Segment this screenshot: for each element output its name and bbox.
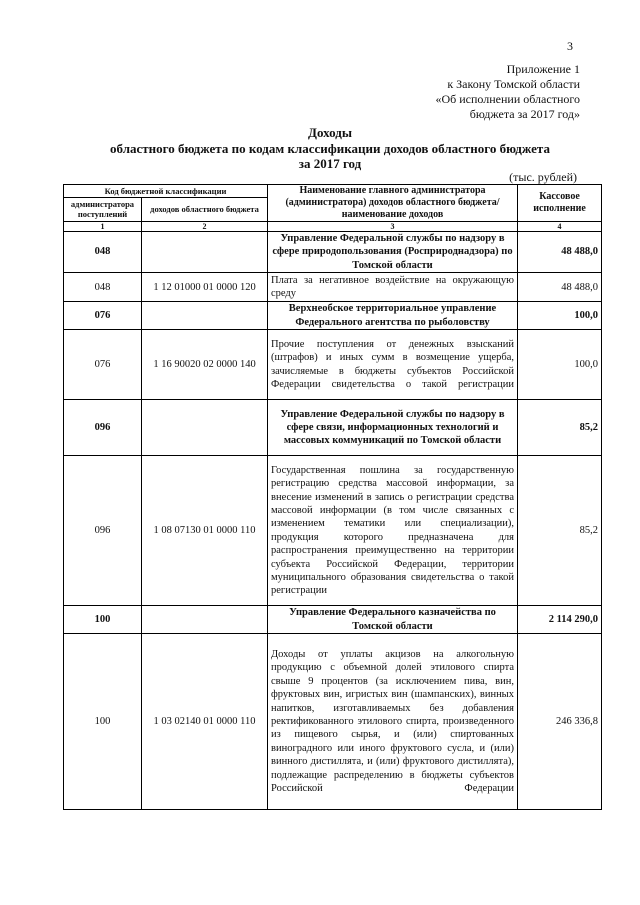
income-code — [142, 232, 268, 273]
admin-code: 096 — [64, 400, 142, 456]
income-code: 1 12 01000 01 0000 120 — [142, 273, 268, 302]
admin-code: 076 — [64, 330, 142, 400]
admin-code: 100 — [64, 606, 142, 634]
income-code: 1 16 90020 02 0000 140 — [142, 330, 268, 400]
table-row — [64, 232, 602, 273]
admin-code: 048 — [64, 273, 142, 302]
header-admin: администратора поступлений — [64, 197, 142, 221]
header-name: Наименование главного администратора (администратора) доходов областного бюджета/ наименование доходов — [268, 185, 518, 222]
income-name: Управление Федерального казначейства по Томской области — [268, 606, 518, 634]
amount: 85,2 — [518, 456, 602, 606]
title-line: за 2017 год — [298, 156, 362, 171]
amount: 100,0 — [518, 330, 602, 400]
table-row — [64, 400, 602, 456]
appendix-line: «Об исполнении областного — [435, 92, 580, 106]
appendix-line: к Закону Томской области — [447, 77, 580, 91]
income-name: Верхнеобское территориальное управление Федерального агентства по рыболовству — [268, 302, 518, 330]
table-row — [64, 273, 602, 302]
income-code — [142, 606, 268, 634]
income-name: Государственная пошлина за государственную регистрацию средства массовой информации, за внесение изменений в запись о регистрации средства массовой информации (в том числе связанных с изменением тематики или специализации), продукция которого предназначена для распространения преимущественно на территории субъекта Российской Федерации, территории муниципального образования свидетельства о такой регистрации — [268, 456, 518, 606]
income-code: 1 08 07130 01 0000 110 — [142, 456, 268, 606]
header-num: 2 — [142, 222, 268, 232]
amount: 48 488,0 — [518, 232, 602, 273]
appendix-note — [380, 62, 580, 122]
units-label: (тыс. рублей) — [509, 170, 577, 184]
header-num: 3 — [268, 222, 518, 232]
document-title — [60, 125, 600, 172]
amount: 85,2 — [518, 400, 602, 456]
header-amount: Кассовое исполнение — [518, 185, 602, 222]
income-code: 1 03 02140 01 0000 110 — [142, 634, 268, 810]
income-name: Управление Федеральной службы по надзору в сфере природопользования (Росприроднадзора) по Томской области — [268, 232, 518, 273]
table-row — [64, 634, 602, 810]
amount: 246 336,8 — [518, 634, 602, 810]
income-name: Прочие поступления от денежных взысканий (штрафов) и иных сумм в возмещение ущерба, зачисляемые в бюджеты субъектов Российской Федерации свидетельства о такой регистрации — [268, 330, 518, 400]
income-code — [142, 400, 268, 456]
admin-code: 048 — [64, 232, 142, 273]
admin-code: 100 — [64, 634, 142, 810]
header-income-code: доходов областного бюджета — [142, 197, 268, 221]
income-name: Плата за негативное воздействие на окружающую среду — [268, 273, 518, 302]
amount: 48 488,0 — [518, 273, 602, 302]
title-line: Доходы — [308, 125, 352, 140]
appendix-line: бюджета за 2017 год» — [469, 107, 580, 121]
admin-code: 076 — [64, 302, 142, 330]
amount: 100,0 — [518, 302, 602, 330]
table-row — [64, 302, 602, 330]
income-name: Управление Федеральной службы по надзору в сфере связи, информационных технологий и массовых коммуникаций по Томской области — [268, 400, 518, 456]
amount: 2 114 290,0 — [518, 606, 602, 634]
admin-code: 096 — [64, 456, 142, 606]
income-code — [142, 302, 268, 330]
appendix-line: Приложение 1 — [506, 62, 580, 76]
header-code-group: Код бюджетной классификации — [64, 185, 268, 198]
header-num: 4 — [518, 222, 602, 232]
income-table — [63, 184, 602, 810]
table-row — [64, 456, 602, 606]
income-name: Доходы от уплаты акцизов на алкогольную продукцию с объемной долей этилового спирта свыше 9 процентов (за исключением пива, вин, фруктовых вин, игристых вин (шампанских), винных напитков, изготавливаемых без добавления ректификованного этилового спирта, произведенного из пищевого сырья, и (или) спиртованных виноградного или иного фруктового сусла, и (или) винного дистиллята, и (или) фруктового дистиллята), подлежащие распределению в бюджеты субъектов Российской Федерации — [268, 634, 518, 810]
title-line: областного бюджета по кодам классификации доходов областного бюджета — [110, 140, 550, 156]
header-num: 1 — [64, 222, 142, 232]
page-number: 3 — [567, 39, 573, 53]
table-row — [64, 330, 602, 400]
table-row — [64, 606, 602, 634]
